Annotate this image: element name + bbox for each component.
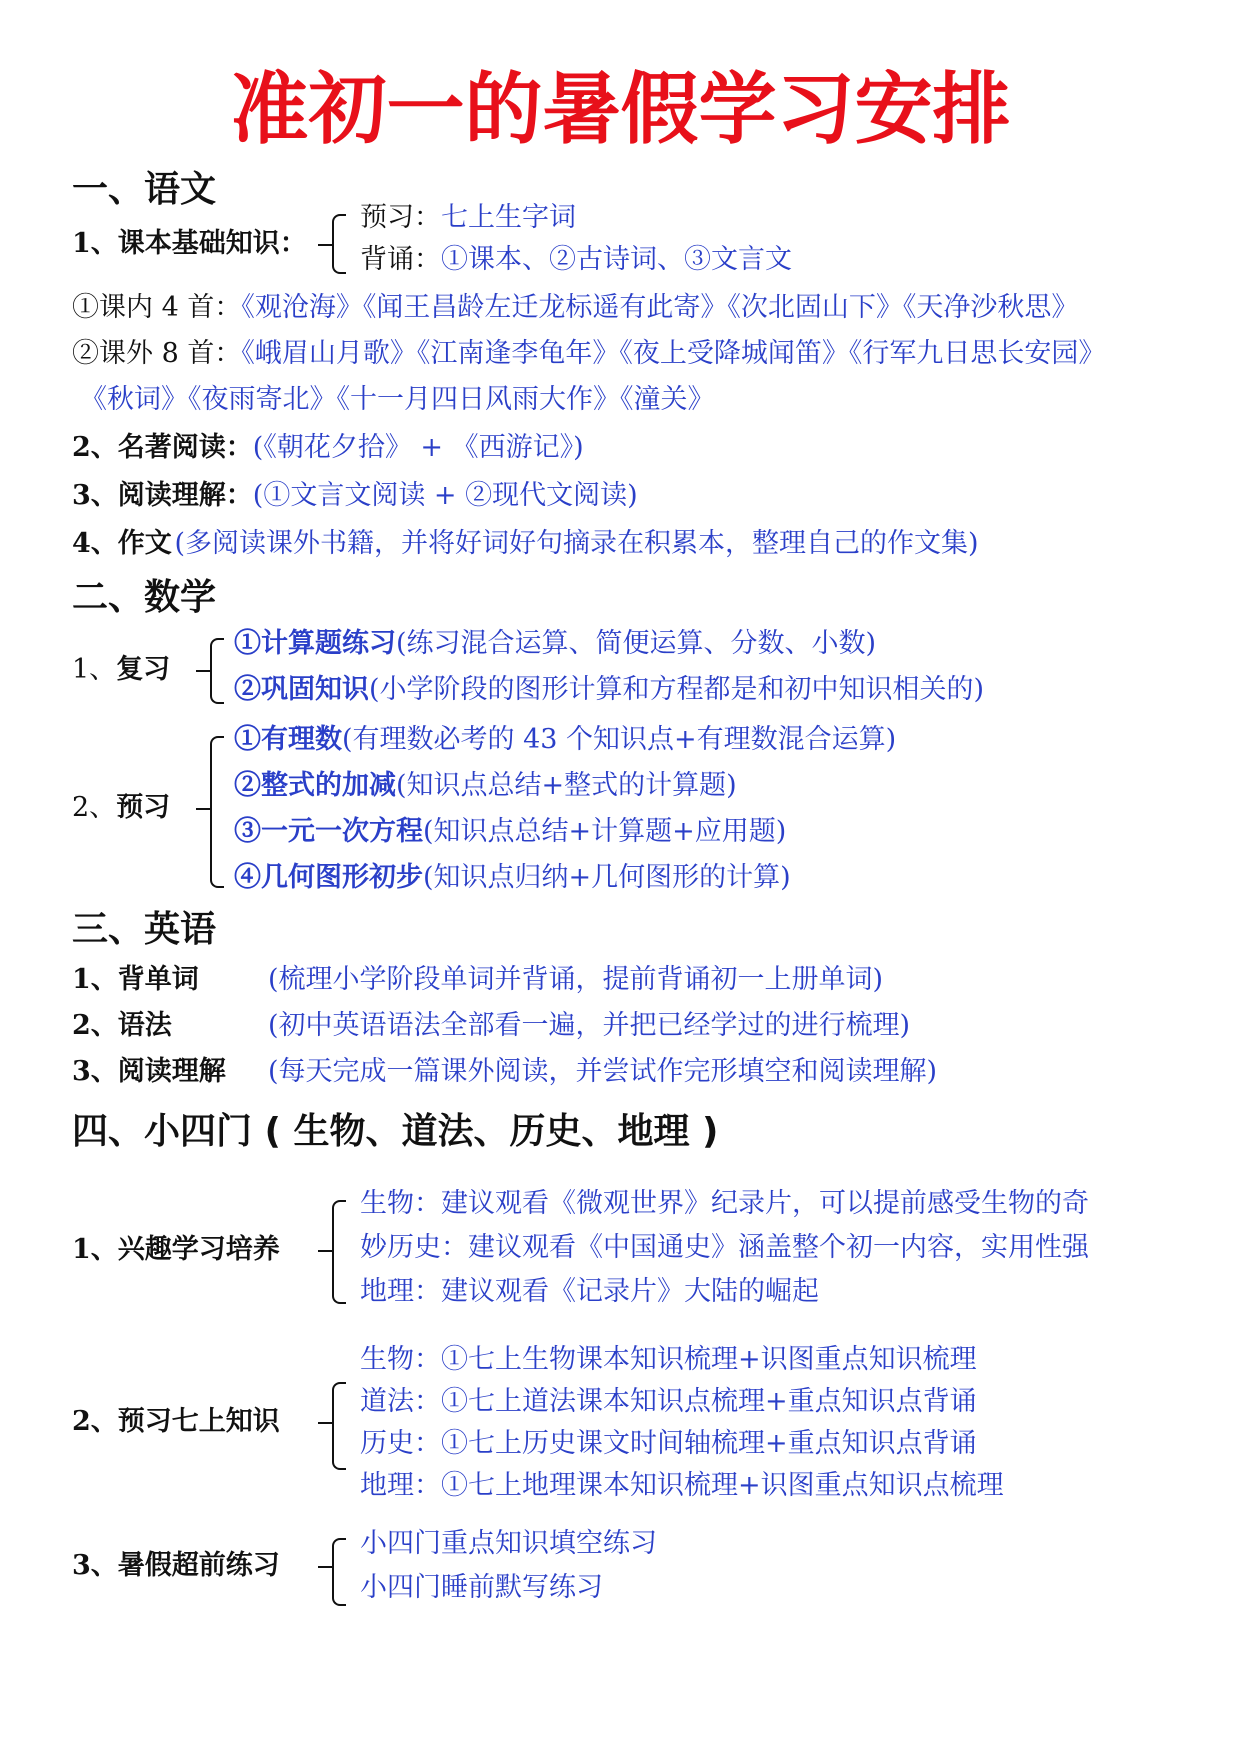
math-preview-item: ③一元一次方程(知识点总结+计算题+应用题) (234, 816, 787, 847)
poems-extra: ②课外 8 首：《峨眉山月歌》《江南逢李龟年》《夜上受降城闻笛》《行军九日思长安园》 (72, 338, 1106, 369)
minor-interest-label: 1、兴趣学习培养 (72, 1234, 280, 1265)
brace-stub (318, 1250, 332, 1252)
math-review-item: ②巩固知识(小学阶段的图形计算和方程都是和初中知识相关的) (234, 674, 985, 705)
minor-preview-label: 2、预习七上知识 (72, 1406, 280, 1437)
brace-stub (318, 1566, 332, 1568)
brace-stub (318, 1422, 332, 1424)
brace-stub (196, 808, 210, 810)
english-item-label: 3、阅读理解 (72, 1056, 226, 1087)
chinese-basics-item: 背诵：①课本、②古诗词、③文言文 (360, 244, 792, 275)
minor-interest-line: 生物：建议观看《微观世界》纪录片，可以提前感受生物的奇 (360, 1188, 1089, 1219)
chinese-basics-label: 1、课本基础知识： (72, 228, 307, 259)
brace (332, 1382, 346, 1470)
math-preview-item: ④几何图形初步(知识点归纳+几何图形的计算) (234, 862, 791, 893)
english-item-value: (梳理小学阶段单词并背诵，提前背诵初一上册单词) (268, 964, 884, 995)
section-heading-minor: 四、小四门 ( 生物、道法、历史、地理 ) (72, 1111, 719, 1152)
poems-in-class: ①课内 4 首：《观沧海》《闻王昌龄左迁龙标遥有此寄》《次北固山下》《天净沙秋思》 (72, 292, 1079, 323)
section-heading-math: 二、数学 (72, 577, 217, 618)
math-preview-item: ②整式的加减(知识点总结+整式的计算题) (234, 770, 737, 801)
composition: 4、作文 (多阅读课外书籍，并将好词好句摘录在积累本，整理自己的作文集) (72, 528, 979, 559)
reading-comprehension: 3、阅读理解：(①文言文阅读 + ②现代文阅读) (72, 480, 638, 511)
minor-practice-line: 小四门重点知识填空练习 (360, 1528, 657, 1559)
brace (210, 638, 224, 704)
minor-practice-label: 3、暑假超前练习 (72, 1550, 280, 1581)
minor-practice-line: 小四门睡前默写练习 (360, 1572, 603, 1603)
brace-stub (196, 670, 210, 672)
english-item-label: 2、语法 (72, 1010, 172, 1041)
minor-preview-line: 历史：①七上历史课文时间轴梳理+重点知识点背诵 (360, 1428, 977, 1459)
math-review-label: 1、复习 (72, 654, 171, 685)
minor-preview-line: 生物：①七上生物课本知识梳理+识图重点知识梳理 (360, 1344, 977, 1375)
math-review-item: ①计算题练习(练习混合运算、简便运算、分数、小数) (234, 628, 877, 659)
minor-preview-line: 地理：①七上地理课本知识梳理+识图重点知识点梳理 (360, 1470, 1004, 1501)
brace (332, 214, 346, 274)
poems-extra-continued: 《秋词》《夜雨寄北》《十一月四日风雨大作》《潼关》 (80, 384, 715, 415)
english-item-label: 1、背单词 (72, 964, 199, 995)
brace (332, 1200, 346, 1304)
brace (332, 1538, 346, 1606)
math-preview-label: 2、预习 (72, 792, 171, 823)
section-heading-english: 三、英语 (72, 909, 217, 950)
minor-preview-line: 道法：①七上道法课本知识点梳理+重点知识点背诵 (360, 1386, 977, 1417)
chinese-basics-item: 预习：七上生字词 (360, 202, 576, 233)
brace-stub (318, 244, 332, 246)
brace (210, 736, 224, 888)
section-heading-chinese: 一、语文 (72, 169, 217, 210)
english-item-value: (初中英语语法全部看一遍，并把已经学过的进行梳理) (268, 1010, 911, 1041)
minor-interest-line: 妙历史：建议观看《中国通史》涵盖整个初一内容，实用性强 (360, 1232, 1089, 1263)
page-title: 准初一的暑假学习安排 (230, 65, 1011, 155)
minor-interest-line: 地理：建议观看《记录片》大陆的崛起 (360, 1276, 819, 1307)
math-preview-item: ①有理数(有理数必考的 43 个知识点+有理数混合运算) (234, 724, 897, 755)
english-item-value: (每天完成一篇课外阅读，并尝试作完形填空和阅读理解) (268, 1056, 938, 1087)
classics-reading: 2、名著阅读：(《朝花夕拾》 + 《西游记》) (72, 432, 584, 463)
